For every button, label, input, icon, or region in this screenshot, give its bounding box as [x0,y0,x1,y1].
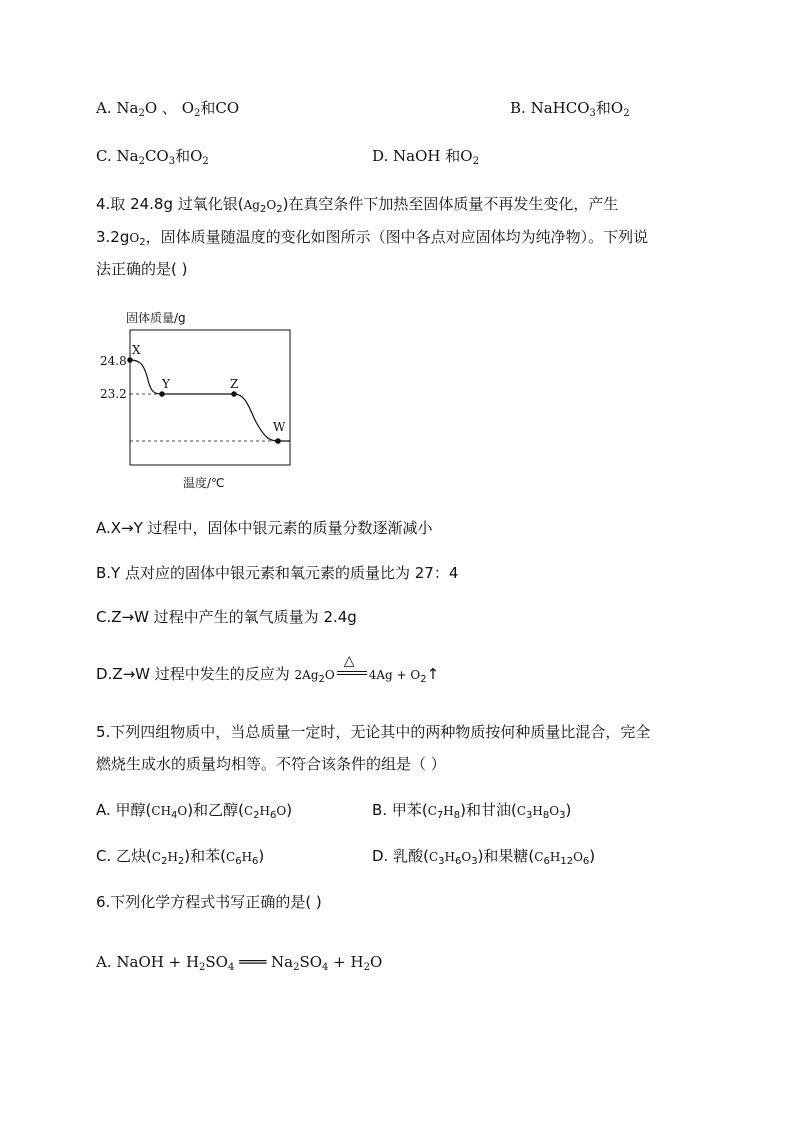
q3-option-c: C. $Na_2CO_3$和$O_2$ [96,147,209,167]
point-z [231,391,237,397]
point-y [159,391,165,397]
q4-stem-line1: 4.取 24.8g 过氧化银$(Ag_2O_2)$在真空条件下加热至固体质量不再发生变化，产生 [96,195,619,215]
q6-option-a: A. NaOH + $H_2SO_4$ ═══ $Na_2SO_4 + H_2O$ [96,953,383,973]
q6-stem: 6.下列化学方程式书写正确的是( ) [96,893,322,911]
point-w [275,438,281,444]
tick-label-24.8: 24.8 [100,354,127,368]
point-label-z: Z [230,377,239,391]
graph-frame [130,330,290,465]
q5-option-d: D. 乳酸$(C_3H_6O_3)$和果糖$(C_6H_{12}O_6)$ [372,847,596,867]
point-label-x: X [132,343,141,357]
q4-stem-line2: $3.2gO_2$，固体质量随温度的变化如图所示（图中各点对应固体均为纯净物）。下列说 [96,228,649,248]
heating-condition-sign: △ [335,664,369,684]
q4-option-c: C.Z→W 过程中产生的氧气质量为 2.4g [96,608,357,626]
q3-option-b: B. NaHCO$_3$和$O_2$ [510,99,630,119]
mass-curve [130,360,290,441]
q4-option-a: A.X→Y 过程中，固体中银元素的质量分数逐渐减小 [96,519,433,537]
q5-stem-line1: 5.下列四组物质中，当总质量一定时，无论其中的两种物质按何种质量比混合，完全 [96,723,651,741]
mass-temperature-graph [96,308,306,498]
q3-option-a: A. $Na_2O$ 、 $O_2$和CO [96,99,240,119]
q4-option-b: B.Y 点对应的固体中银元素和氧元素的质量比为 27：4 [96,564,459,582]
q4-stem-line3: 法正确的是( ) [96,260,188,278]
point-label-y: Y [162,377,170,391]
point-label-w: W [273,420,286,434]
q5-option-a: A. 甲醇$(CH_4O)$和乙醇$(C_2H_6O)$ [96,801,293,821]
tick-label-23.2: 23.2 [100,387,127,401]
q3-option-d: D. NaOH 和$O_2$ [372,147,479,167]
point-x [127,357,133,363]
q4-option-d: D.Z→W 过程中发生的反应为 $2Ag_2O$ △ $4Ag + O_2↑$ [96,653,440,685]
q5-option-b: B. 甲苯$(C_7H_8)$和甘油$(C_3H_8O_3)$ [372,801,572,821]
q5-option-c: C. 乙炔$(C_2H_2)$和苯$(C_6H_6)$ [96,847,265,867]
graph-x-axis-label: 温度/℃ [183,476,225,490]
graph-y-axis-label: 固体质量/g [126,311,186,325]
q5-stem-line2: 燃烧生成水的质量均相等。不符合该条件的组是（ ） [96,755,446,773]
